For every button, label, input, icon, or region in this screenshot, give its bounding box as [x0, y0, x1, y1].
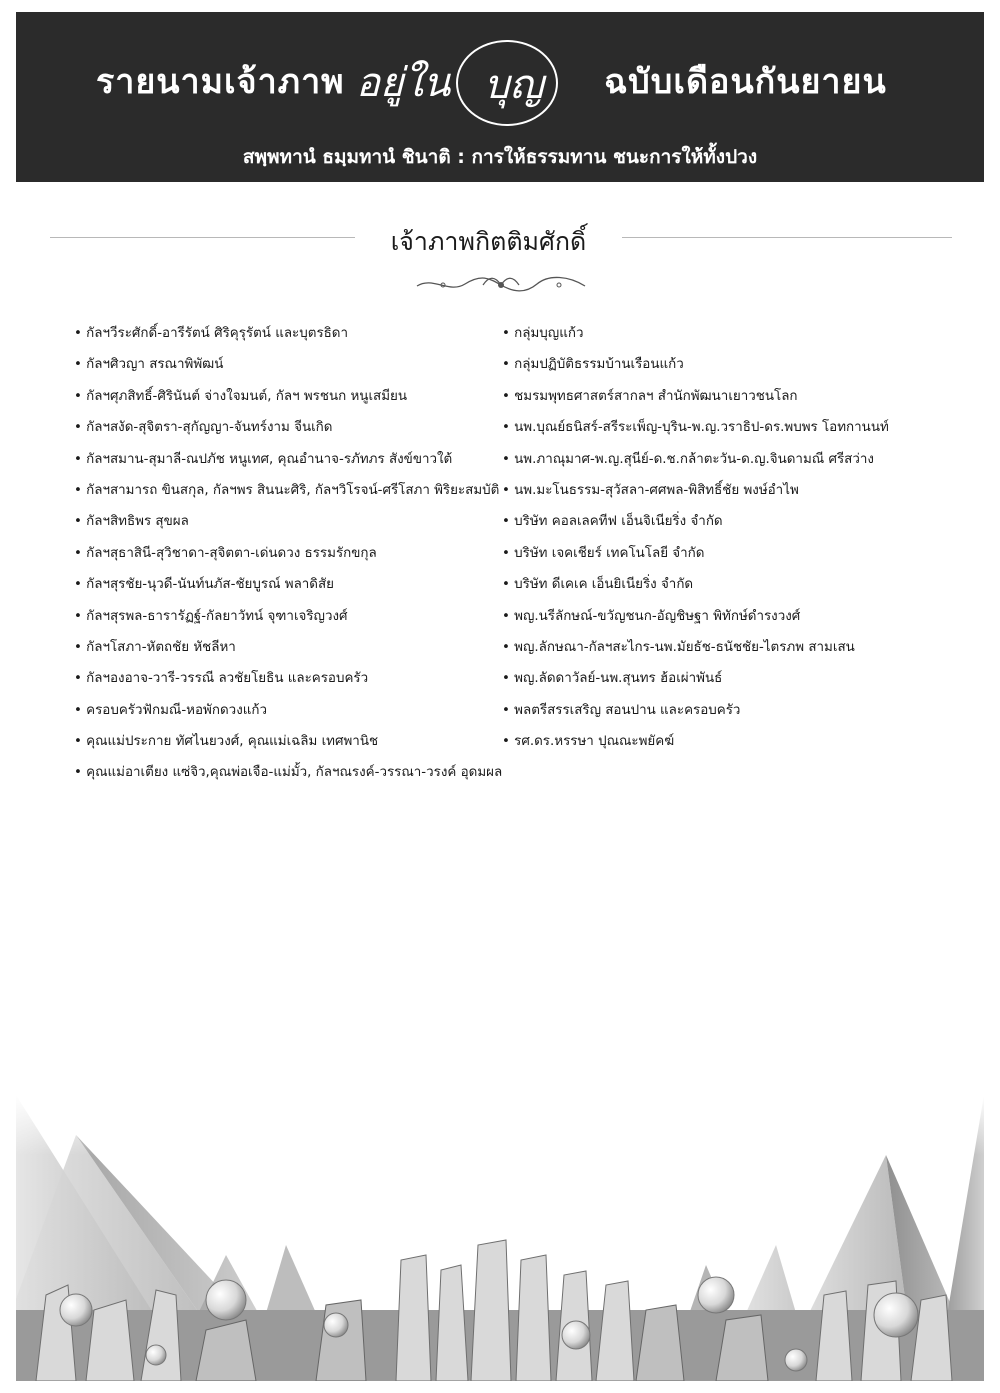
list-item: • กัลฯศิวญา สรณาพิพัฒน์: [74, 349, 504, 380]
list-item: • นพ.ภาณุมาศ-พ.ญ.สุนีย์-ด.ช.กล้าตะวัน-ด.ญ.จินดามณี ศรีสว่าง: [502, 444, 942, 475]
list-item: • กลุ่มบุญแก้ว: [502, 318, 942, 349]
logo-text-2: บุญ: [484, 62, 544, 108]
list-item: • บริษัท คอลเลคทีฟ เอ็นจิเนียริ่ง จำกัด: [502, 506, 942, 537]
sponsor-list-right: [502, 318, 942, 757]
list-item: • กัลฯสุธาสินี-สุวิชาดา-สุจิตตา-เด่นดวง ธรรมรักขกุล: [74, 538, 504, 569]
section-title: เจ้าภาพกิตติมศักดิ์: [390, 227, 587, 256]
list-item: • กัลฯสิทธิพร สุขผล: [74, 506, 504, 537]
header-banner: [16, 12, 984, 182]
list-item: • กัลฯศุภสิทธิ์-ศิรินันต์ จ่างใจมนต์, กัลฯ พรชนก หนูเสมียน: [74, 381, 504, 412]
list-item: • กัลฯองอาจ-วารี-วรรณี ลวชัยโยธิน และครอบครัว: [74, 663, 504, 694]
header-title-right: ฉบับเดือนกันยายน: [604, 62, 887, 102]
list-item: • บริษัท ดีเคเค เอ็นยิเนียริ่ง จำกัด: [502, 569, 942, 600]
list-item: • พญ.นรีลักษณ์-ขวัญชนก-อัญชิษฐา พิทักษ์ดำรงวงศ์: [502, 601, 942, 632]
list-item: • นพ.บุณย์ธนิสร์-สรีระเพ็ญ-บุริน-พ.ญ.วราธิป-ดร.พบพร โอทกานนท์: [502, 412, 942, 443]
header-subtitle: สพฺพทานํ ธมฺมทานํ ชินาติ : การให้ธรรมทาน ชนะการให้ทั้งปวง: [242, 146, 758, 168]
list-item: • นพ.มะโนธรรม-สุวัสลา-ศศพล-พิสิทธิ์ชัย พงษ์อำไพ: [502, 475, 942, 506]
list-item: • กัลฯสุรพล-ธารารัฏฐ์-กัลยาวัทน์ จุฑาเจริญวงศ์: [74, 601, 504, 632]
list-item: • พญ.ลักษณา-กัลฯสะไกร-นพ.มัยธัช-ธนัชชัย-ไตรภพ สามเสน: [502, 632, 942, 663]
list-item: • กัลฯสามารถ ขินสกุล, กัลฯพร สินนะศิริ, กัลฯวิโรจน์-ศรีโสภา พิริยะสมบัติ: [74, 475, 504, 506]
section-heading: [0, 222, 1000, 262]
list-item: • กัลฯโสภา-หัตถชัย หัชลีหา: [74, 632, 504, 663]
list-item: • คุณแม่ประกาย ทัศไนยวงศ์, คุณแม่เฉลิม เทศพานิช: [74, 726, 504, 757]
list-item: • กัลฯสุรชัย-นุวดี-นันท์นภัส-ชัยบูรณ์ พลาดิสัย: [74, 569, 504, 600]
list-item: • บริษัท เจคเชียร์ เทคโนโลยี จำกัด: [502, 538, 942, 569]
list-item: • คุณแม่อาเตียง แซ่จิว,คุณพ่อเจือ-แม่มั้ว, กัลฯณรงค์-วรรณา-วรงค์ อุดมผล: [74, 757, 504, 788]
sponsor-list-left: [74, 318, 504, 789]
header-title-left: รายนามเจ้าภาพ: [96, 62, 345, 102]
divider-left: [50, 237, 355, 238]
logo: [356, 38, 586, 124]
list-item: • พญ.ลัดดาวัลย์-นพ.สุนทร ฮ้อเผ่าพันธ์: [502, 663, 942, 694]
logo-text-1: อยู่ใน: [356, 60, 451, 106]
list-item: • กัลฯวีระศักดิ์-อารีรัตน์ ศิริคุรุรัตน์ และบุตรธิดา: [74, 318, 504, 349]
list-item: • กลุ่มปฏิบัติธรรมบ้านเรือนแก้ว: [502, 349, 942, 380]
ornament-icon: [413, 272, 589, 298]
divider-right: [622, 237, 952, 238]
list-item: • ครอบครัวฟักมณี-หอพักดวงแก้ว: [74, 695, 504, 726]
list-item: • พลตรีสรรเสริญ สอนปาน และครอบครัว: [502, 695, 942, 726]
list-item: • รศ.ดร.หรรษา ปุณณะพยัคฆ์: [502, 726, 942, 757]
list-item: • กัลฯสงัด-สุจิตรา-สุกัญญา-จันทร์งาม จีนเกิด: [74, 412, 504, 443]
list-item: • ชมรมพุทธศาสตร์สากลฯ สำนักพัฒนาเยาวชนโลก: [502, 381, 942, 412]
list-item: • กัลฯสมาน-สุมาลี-ณปภัช หนูเทศ, คุณอำนาจ-รภัทภร สังข์ขาวใต้: [74, 444, 504, 475]
pyramid-crystal-illustration: [16, 1095, 984, 1381]
